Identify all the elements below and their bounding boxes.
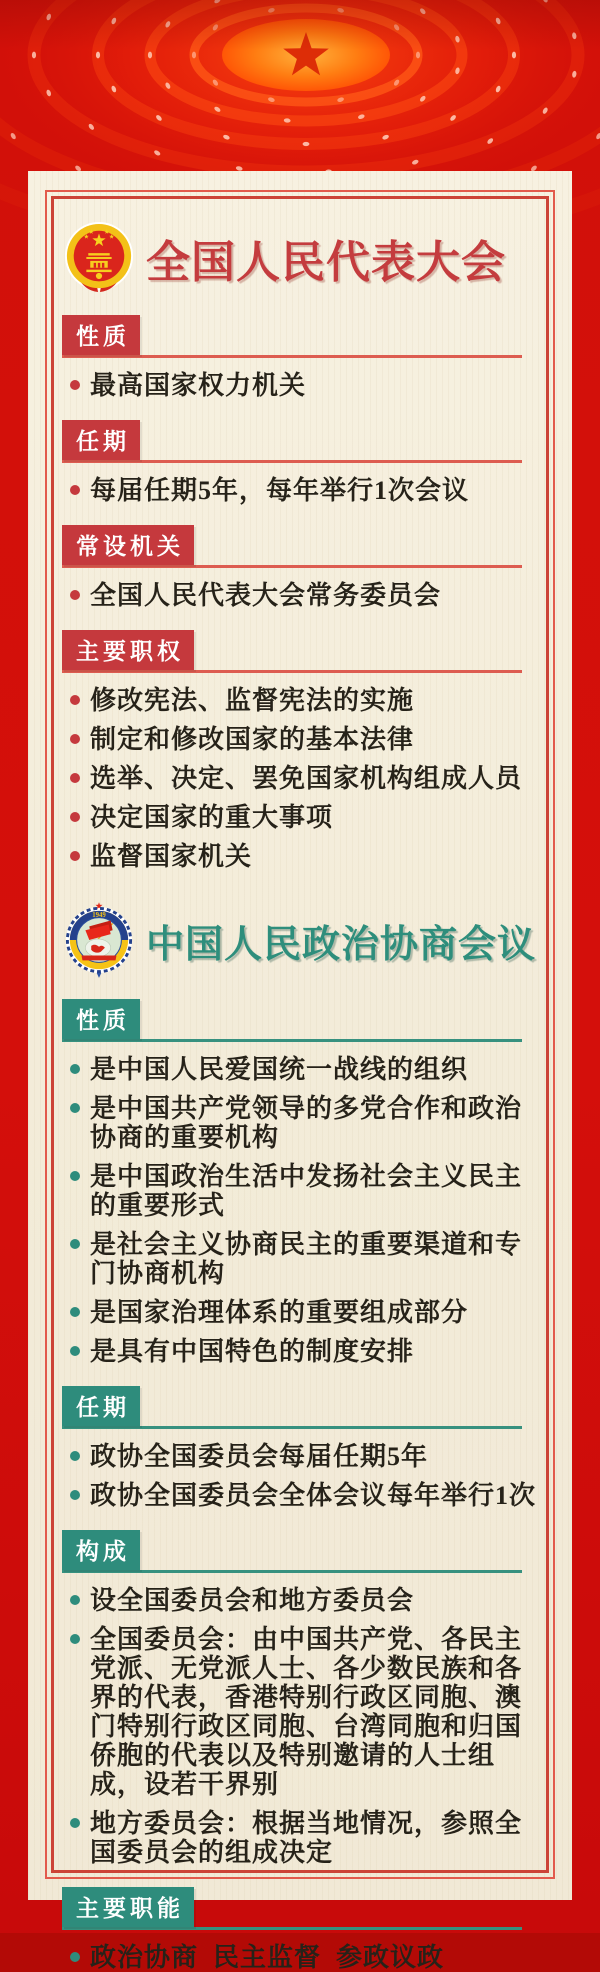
- list-item: [62, 476, 538, 505]
- list-item: [62, 1809, 538, 1867]
- npc-sections: [62, 315, 538, 871]
- cppcc-sections: [62, 999, 538, 1972]
- list-item: [62, 1094, 538, 1152]
- list-item: [62, 803, 538, 832]
- section-tag-label: 任期: [62, 1386, 140, 1426]
- content-card: [28, 171, 572, 1972]
- list-item: [62, 1625, 538, 1799]
- bullet-text: 是中国人民爱国统一战线的组织: [90, 1055, 469, 1084]
- bullet-text: 政协全国委员会全体会议每年举行1次: [90, 1481, 537, 1510]
- bullet-text: 是中国政治生活中发扬社会主义民主的重要形式: [90, 1162, 523, 1220]
- card-inner-frame: [51, 196, 549, 1972]
- bullet-dot-icon: [70, 380, 80, 390]
- npc-header: [64, 221, 538, 295]
- section-tag-label: 主要职能: [62, 1887, 194, 1927]
- bullet-list: [62, 1943, 538, 1972]
- section-header-cppcc-2: [62, 1530, 522, 1573]
- list-item: [62, 1337, 538, 1366]
- bullet-text: 是社会主义协商民主的重要渠道和专门协商机构: [90, 1230, 523, 1288]
- bullet-dot-icon: [70, 1952, 80, 1962]
- bullet-dot-icon: [70, 1103, 80, 1113]
- cppcc-emblem-icon: [64, 901, 134, 979]
- bullet-dot-icon: [70, 1171, 80, 1181]
- section-tag-label: 常设机关: [62, 525, 194, 565]
- great-hall-ceiling-lights: [0, 0, 600, 171]
- list-item: [62, 1442, 538, 1471]
- bullet-text: 是中国共产党领导的多党合作和政治协商的重要机构: [90, 1094, 523, 1152]
- bullet-list: [62, 1442, 538, 1510]
- list-item: [62, 1943, 538, 1972]
- npc-title: 全国人民代表大会: [146, 238, 506, 287]
- bullet-dot-icon: [70, 1451, 80, 1461]
- section-tag-label: 主要职权: [62, 630, 194, 670]
- bullet-list: [62, 371, 538, 400]
- bullet-text: 是国家治理体系的重要组成部分: [90, 1298, 469, 1327]
- cppcc-header: [64, 901, 538, 979]
- list-item: [62, 686, 538, 715]
- bullet-list: [62, 1055, 538, 1366]
- list-item: [62, 1481, 538, 1510]
- cppcc-emblem-year: 1949: [92, 912, 106, 920]
- bullet-text: 制定和修改国家的基本法律: [90, 725, 415, 754]
- bullet-dot-icon: [70, 1595, 80, 1605]
- section-header-cppcc-3: [62, 1887, 522, 1930]
- section-tag-label: 性质: [62, 315, 140, 355]
- bullet-dot-icon: [70, 1818, 80, 1828]
- section-header-npc-1: [62, 420, 522, 463]
- list-item: [62, 1055, 538, 1084]
- china-national-emblem-icon: [64, 221, 134, 295]
- bullet-dot-icon: [70, 1239, 80, 1249]
- bullet-dot-icon: [70, 773, 80, 783]
- bullet-dot-icon: [70, 851, 80, 861]
- bullet-text: 是具有中国特色的制度安排: [90, 1337, 415, 1366]
- bullet-list: [62, 476, 538, 505]
- list-item: [62, 764, 538, 793]
- bullet-dot-icon: [70, 695, 80, 705]
- bullet-list: [62, 686, 538, 871]
- section-tag-label: 性质: [62, 999, 140, 1039]
- bullet-text: 修改宪法、监督宪法的实施: [90, 686, 415, 715]
- bullet-text: 全国人民代表大会常务委员会: [90, 581, 442, 610]
- list-item: [62, 725, 538, 754]
- list-item: [62, 1298, 538, 1327]
- section-tag-label: 构成: [62, 1530, 140, 1570]
- bullet-text: 监督国家机关: [90, 842, 253, 871]
- cppcc-title: 中国人民政治协商会议: [146, 923, 537, 966]
- bullet-dot-icon: [70, 1634, 80, 1644]
- bullet-dot-icon: [70, 1346, 80, 1356]
- list-item: [62, 581, 538, 610]
- bullet-text: 选举、决定、罢免国家机构组成人员: [90, 764, 523, 793]
- list-item: [62, 842, 538, 871]
- bullet-dot-icon: [70, 590, 80, 600]
- bullet-list: [62, 581, 538, 610]
- section-header-npc-2: [62, 525, 522, 568]
- bullet-text: 全国委员会：由中国共产党、各民主党派、无党派人士、各少数民族和各界的代表，香港特别行政区同胞、澳门特别行政区同胞、台湾同胞和归国侨胞的代表以及特别邀请的人士组成，设若干界别: [90, 1625, 523, 1799]
- section-header-cppcc-0: [62, 999, 522, 1042]
- list-item: [62, 1162, 538, 1220]
- bullet-text: 每届任期5年，每年举行1次会议: [90, 476, 470, 505]
- bullet-dot-icon: [70, 1064, 80, 1074]
- list-item: [62, 1230, 538, 1288]
- bullet-list: [62, 1586, 538, 1867]
- bullet-dot-icon: [70, 1307, 80, 1317]
- section-header-npc-0: [62, 315, 522, 358]
- section-tag-label: 任期: [62, 420, 140, 460]
- list-item: [62, 1586, 538, 1615]
- bullet-text: 设全国委员会和地方委员会: [90, 1586, 415, 1615]
- bullet-dot-icon: [70, 734, 80, 744]
- list-item: [62, 371, 538, 400]
- bullet-dot-icon: [70, 1490, 80, 1500]
- bullet-text: 政协全国委员会每届任期5年: [90, 1442, 429, 1471]
- bullet-text: 政治协商 民主监督 参政议政: [90, 1943, 445, 1972]
- card-outer-frame: [45, 190, 555, 1972]
- section-header-npc-3: [62, 630, 522, 673]
- bullet-dot-icon: [70, 812, 80, 822]
- bullet-text: 地方委员会：根据当地情况，参照全国委员会的组成决定: [90, 1809, 523, 1867]
- bullet-dot-icon: [70, 485, 80, 495]
- section-header-cppcc-1: [62, 1386, 522, 1429]
- bullet-text: 决定国家的重大事项: [90, 803, 334, 832]
- bullet-text: 最高国家权力机关: [90, 371, 307, 400]
